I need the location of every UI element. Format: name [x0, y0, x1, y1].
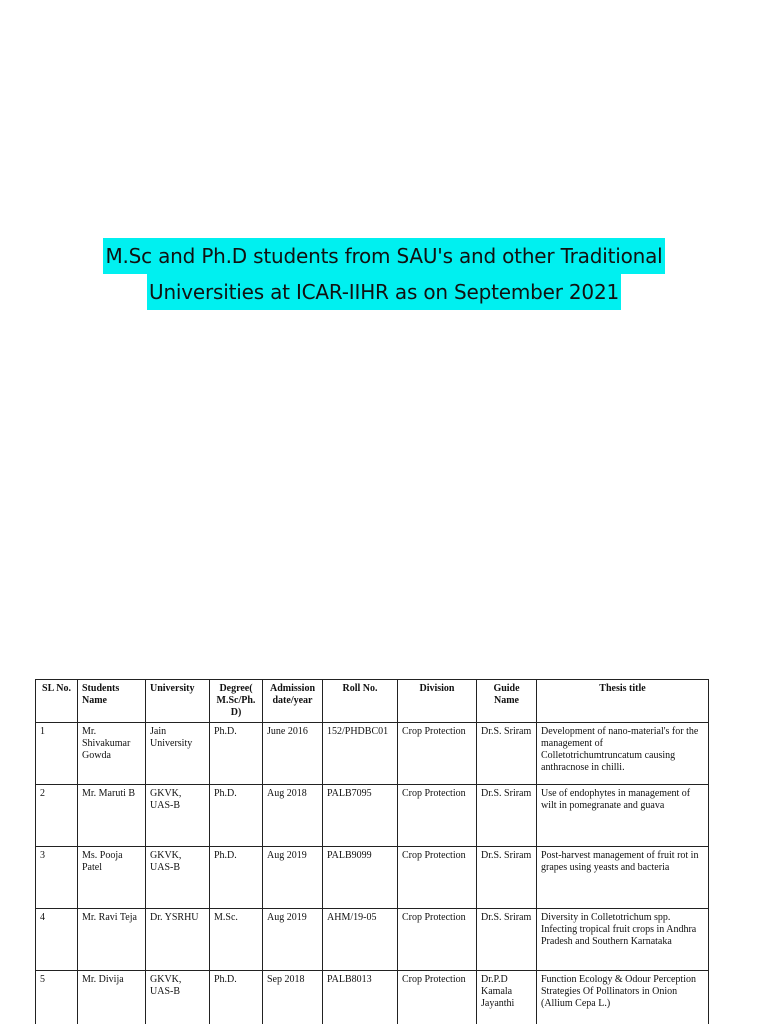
cell-roll: PALB9099	[323, 847, 398, 909]
cell-degree: Ph.D.	[210, 971, 263, 1024]
page-title	[0, 238, 768, 310]
students-table	[35, 679, 709, 1024]
table-header-row	[36, 680, 709, 723]
cell-university: GKVK, UAS-B	[146, 971, 210, 1024]
table-row	[36, 785, 709, 847]
cell-guide: Dr.S. Sriram	[477, 785, 537, 847]
cell-division: Crop Protection	[398, 723, 477, 785]
cell-degree: Ph.D.	[210, 723, 263, 785]
cell-admission: Aug 2019	[263, 909, 323, 971]
cell-admission: Aug 2019	[263, 847, 323, 909]
cell-name: Mr. Ravi Teja	[78, 909, 146, 971]
cell-roll: 152/PHDBC01	[323, 723, 398, 785]
cell-admission: June 2016	[263, 723, 323, 785]
table-row	[36, 971, 709, 1024]
cell-sl: 3	[36, 847, 78, 909]
cell-name: Mr. Maruti B	[78, 785, 146, 847]
header-degree: Degree( M.Sc/Ph. D)	[210, 680, 263, 723]
header-roll-no: Roll No.	[323, 680, 398, 723]
cell-university: GKVK, UAS-B	[146, 847, 210, 909]
cell-degree: Ph.D.	[210, 847, 263, 909]
cell-admission: Aug 2018	[263, 785, 323, 847]
header-sl-no: SL No.	[36, 680, 78, 723]
cell-sl: 1	[36, 723, 78, 785]
cell-university: Dr. YSRHU	[146, 909, 210, 971]
table-row	[36, 723, 709, 785]
cell-division: Crop Protection	[398, 909, 477, 971]
cell-thesis: Development of nano-material's for the management of Colletotrichumtruncatum causing anthracnose in chilli.	[537, 723, 709, 785]
cell-university: Jain University	[146, 723, 210, 785]
cell-thesis: Use of endophytes in management of wilt in pomegranate and guava	[537, 785, 709, 847]
cell-name: Ms. Pooja Patel	[78, 847, 146, 909]
cell-guide: Dr.S. Sriram	[477, 847, 537, 909]
header-admission: Admission date/year	[263, 680, 323, 723]
cell-roll: PALB8013	[323, 971, 398, 1024]
cell-university: GKVK, UAS-B	[146, 785, 210, 847]
cell-thesis: Function Ecology & Odour Perception Strategies Of Pollinators in Onion (Allium Cepa L.)	[537, 971, 709, 1024]
header-guide-name: Guide Name	[477, 680, 537, 723]
cell-division: Crop Protection	[398, 785, 477, 847]
cell-guide: Dr.P.D Kamala Jayanthi	[477, 971, 537, 1024]
cell-name: Mr. Divija	[78, 971, 146, 1024]
table-row	[36, 909, 709, 971]
header-students-name: Students Name	[78, 680, 146, 723]
cell-roll: PALB7095	[323, 785, 398, 847]
header-division: Division	[398, 680, 477, 723]
cell-degree: Ph.D.	[210, 785, 263, 847]
cell-admission: Sep 2018	[263, 971, 323, 1024]
title-line-2: Universities at ICAR-IIHR as on September 2021	[147, 274, 621, 310]
cell-name: Mr. Shivakumar Gowda	[78, 723, 146, 785]
header-university: University	[146, 680, 210, 723]
cell-division: Crop Protection	[398, 971, 477, 1024]
table-row	[36, 847, 709, 909]
cell-degree: M.Sc.	[210, 909, 263, 971]
cell-guide: Dr.S. Sriram	[477, 909, 537, 971]
header-thesis-title: Thesis title	[537, 680, 709, 723]
cell-roll: AHM/19-05	[323, 909, 398, 971]
cell-sl: 2	[36, 785, 78, 847]
cell-sl: 5	[36, 971, 78, 1024]
cell-division: Crop Protection	[398, 847, 477, 909]
cell-guide: Dr.S. Sriram	[477, 723, 537, 785]
title-line-1: M.Sc and Ph.D students from SAU's and other Traditional	[103, 238, 664, 274]
cell-sl: 4	[36, 909, 78, 971]
cell-thesis: Post-harvest management of fruit rot in grapes using yeasts and bacteria	[537, 847, 709, 909]
cell-thesis: Diversity in Colletotrichum spp. Infecting tropical fruit crops in Andhra Pradesh and Southern Karnataka	[537, 909, 709, 971]
